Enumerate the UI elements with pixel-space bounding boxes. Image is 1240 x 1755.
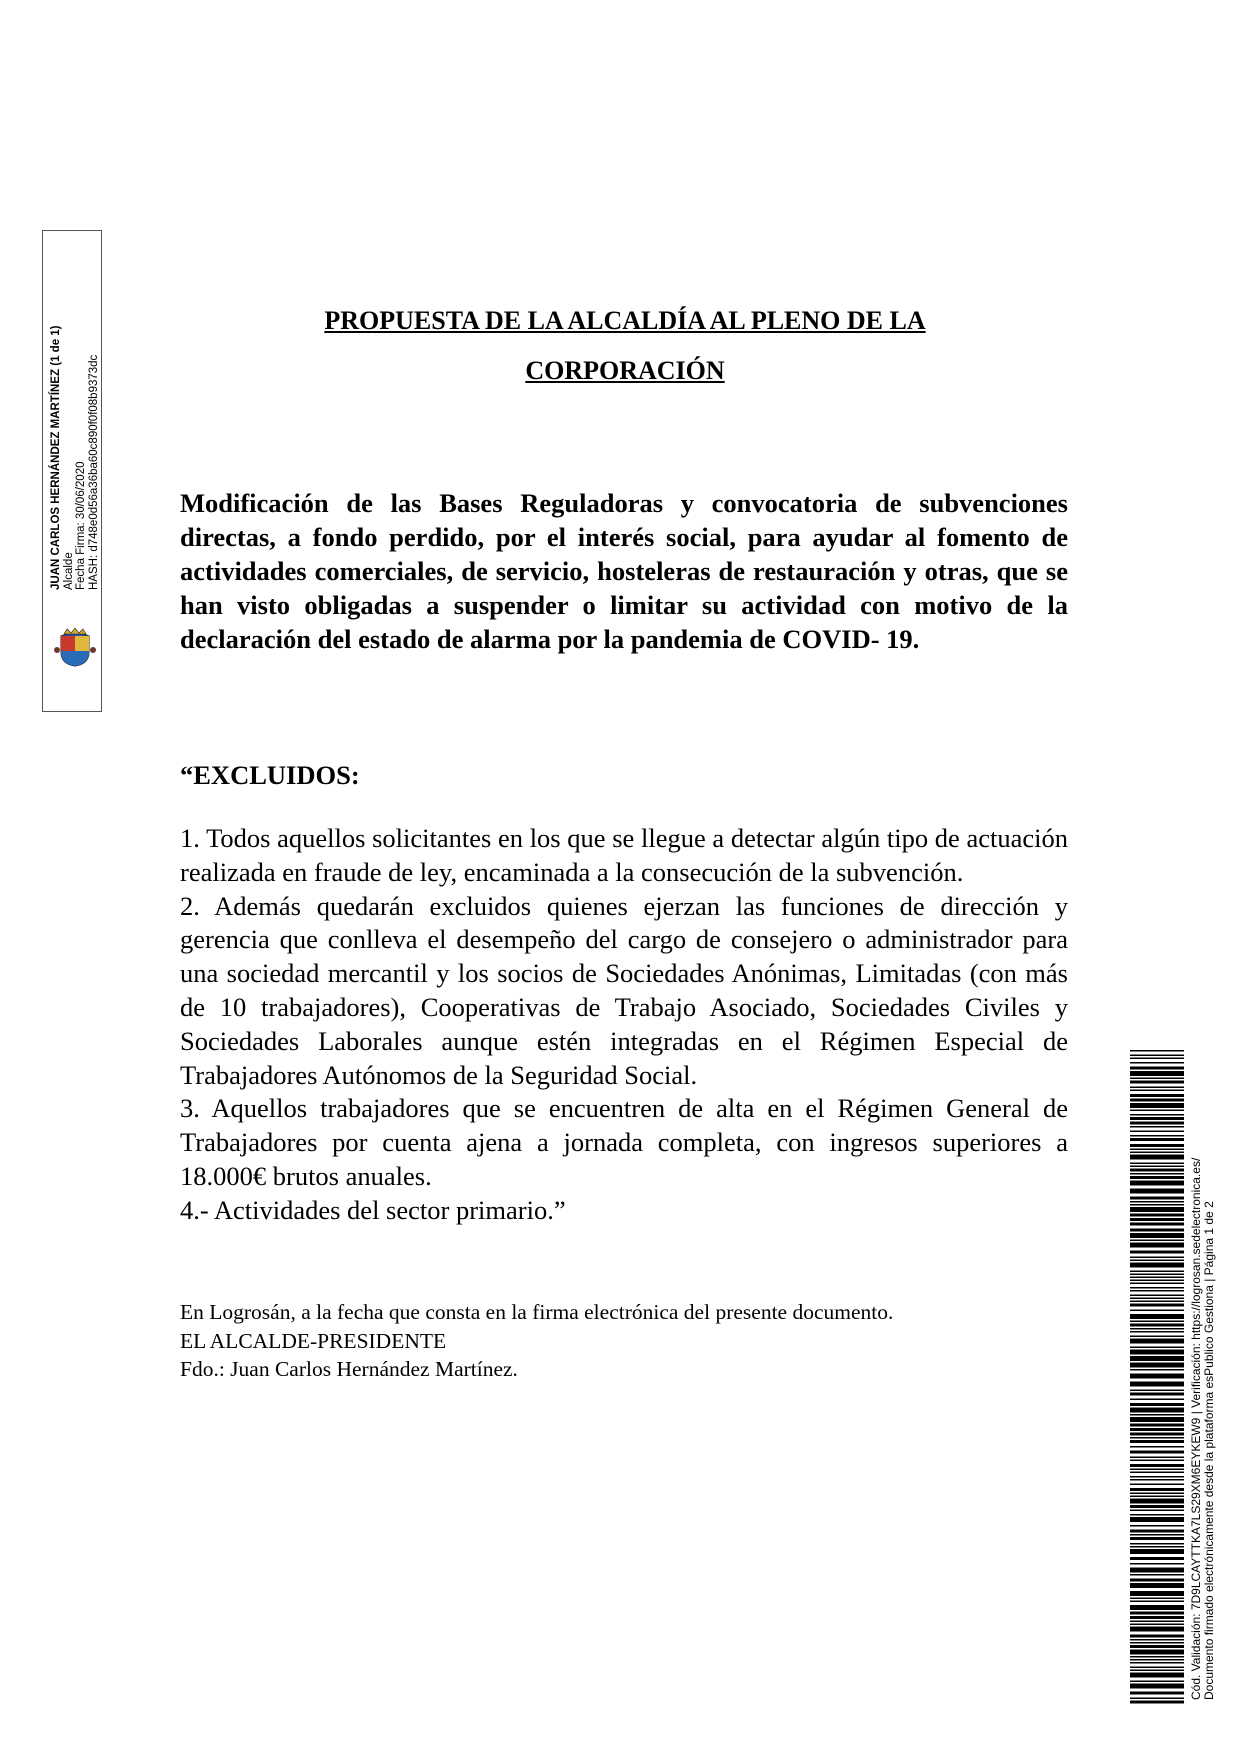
barcode-bar: [1130, 1103, 1184, 1108]
barcode-bar: [1130, 1274, 1184, 1276]
signer-name: JUAN CARLOS HERNÁNDEZ MARTÍNEZ (1 de 1): [50, 325, 62, 590]
barcode-bar: [1130, 1058, 1184, 1060]
barcode-bar: [1130, 1457, 1184, 1459]
barcode-bar: [1130, 1131, 1184, 1133]
barcode-bar: [1130, 1356, 1184, 1361]
signer-role: Alcalde: [62, 552, 75, 590]
barcode-bar: [1130, 1598, 1184, 1600]
barcode-bar: [1130, 1181, 1184, 1186]
barcode-bar: [1130, 1240, 1184, 1242]
barcode-bar: [1130, 1670, 1184, 1672]
barcode-bar: [1130, 1496, 1184, 1498]
barcode-bar: [1130, 1684, 1184, 1689]
barcode-bar: [1130, 1601, 1184, 1603]
barcode-bar: [1130, 1510, 1184, 1512]
barcode-bar: [1130, 1163, 1184, 1165]
barcode-bar: [1130, 1314, 1184, 1319]
barcode-bar: [1130, 1152, 1184, 1154]
verification-platform: Documento firmado electrónicamente desde la plataforma esPublico Gestiona | Página 1 de 2: [1202, 1201, 1216, 1700]
municipal-seal-icon: [52, 628, 98, 668]
title-line-2: CORPORACIÓN: [525, 356, 725, 385]
barcode-bar: [1130, 1155, 1184, 1160]
barcode-bar: [1130, 1094, 1184, 1097]
title-line-1: PROPUESTA DE LA ALCALDÍA AL PLENO DE LA: [324, 306, 926, 335]
barcode-bar: [1130, 1493, 1184, 1495]
barcode-icon: [1130, 1050, 1184, 1705]
barcode-bar: [1130, 1347, 1184, 1349]
barcode-bar: [1130, 1525, 1184, 1527]
verification-block: [1190, 1060, 1216, 1700]
barcode-bar: [1130, 1557, 1184, 1560]
barcode-bar: [1130, 1251, 1184, 1254]
barcode-bar: [1130, 1321, 1184, 1323]
barcode-bar: [1130, 1062, 1184, 1064]
barcode-bar: [1130, 1424, 1184, 1427]
barcode-bar: [1130, 1469, 1184, 1471]
barcode-bar: [1130, 1207, 1184, 1212]
barcode-bar: [1130, 1440, 1184, 1443]
barcode-bar: [1130, 1350, 1184, 1355]
barcode-bar: [1130, 1612, 1184, 1615]
barcode-bar: [1130, 1099, 1184, 1102]
closing-block: [180, 1298, 1080, 1384]
barcode-bar: [1130, 1403, 1184, 1406]
verification-code: Cód. Validación: 7D9LCAYTTKA7LS29XM6EYKEW9 | Verificación: https://logrosan.sedelectronica.es/: [1189, 1157, 1203, 1700]
barcode-bar: [1130, 1260, 1184, 1262]
barcode-bar: [1130, 1476, 1184, 1478]
barcode-bar: [1130, 1071, 1184, 1076]
barcode-bar: [1130, 1336, 1184, 1338]
barcode-bar: [1130, 1701, 1184, 1704]
barcode-bar: [1130, 1298, 1184, 1300]
barcode-bar: [1130, 1233, 1184, 1238]
barcode-bar: [1130, 1114, 1184, 1116]
barcode-bar: [1130, 1574, 1184, 1576]
barcode-bar: [1130, 1534, 1184, 1536]
list-item: 1. Todos aquellos solicitantes en los que se llegue a detectar algún tipo de actuación realizada en fraude de ley, encaminada a la consecución de la subvención.: [180, 823, 1068, 887]
barcode-bar: [1130, 1055, 1184, 1057]
barcode-bar: [1130, 1417, 1184, 1422]
barcode-bar: [1130, 1328, 1184, 1330]
barcode-bar: [1130, 1659, 1184, 1661]
barcode-bar: [1130, 1339, 1184, 1344]
barcode-bar: [1130, 1263, 1184, 1268]
barcode-bar: [1130, 1144, 1184, 1147]
barcode-bar: [1130, 1374, 1184, 1379]
signer-office: EL ALCALDE-PRESIDENTE: [180, 1328, 447, 1353]
barcode-bar: [1130, 1393, 1184, 1396]
barcode-bar: [1130, 1223, 1184, 1226]
barcode-bar: [1130, 1579, 1184, 1582]
barcode-bar: [1130, 1451, 1184, 1454]
list-item: 4.- Actividades del sector primario.”: [180, 1194, 566, 1225]
barcode-bar: [1130, 1639, 1184, 1641]
barcode-bar: [1130, 1698, 1184, 1700]
barcode-bar: [1130, 1310, 1184, 1312]
barcode-bar: [1130, 1067, 1184, 1070]
barcode-bar: [1130, 1271, 1184, 1273]
barcode-bar: [1130, 1218, 1184, 1221]
barcode-bar: [1130, 1408, 1184, 1413]
barcode-bar: [1130, 1369, 1184, 1371]
barcode-bar: [1130, 1290, 1184, 1292]
barcode-bar: [1130, 1530, 1184, 1533]
barcode-bar: [1130, 1301, 1184, 1303]
barcode-bar: [1130, 1090, 1184, 1092]
barcode-bar: [1130, 1673, 1184, 1678]
barcode-bar: [1130, 1549, 1184, 1554]
barcode-bar: [1130, 1189, 1184, 1194]
barcode-bar: [1130, 1197, 1184, 1200]
barcode-bar: [1130, 1627, 1184, 1632]
barcode-bar: [1130, 1642, 1184, 1644]
barcode-bar: [1130, 1173, 1184, 1175]
barcode-bar: [1130, 1479, 1184, 1481]
barcode-bar: [1130, 1517, 1184, 1522]
list-item: 2. Además quedarán excluidos quienes ejerzan las funciones de dirección y gerencia que conlleva el desempeño del cargo de consejero o administrador para una sociedad mercantil y los socios de Sociedades Anónimas, Limitadas (con más de 10 trabajadores), Cooperativas de Trabajo Asociado, Sociedades Civiles y Sociedades Laborales aunque estén integradas en el Régimen Especial de Trabajadores Autónomos de la Seguridad Social.: [180, 890, 1068, 1090]
barcode-bar: [1130, 1204, 1184, 1206]
barcode-bar: [1130, 1514, 1184, 1516]
barcode-bar: [1130, 1446, 1184, 1448]
signed-by: Fdo.: Juan Carlos Hernández Martínez.: [180, 1357, 518, 1381]
barcode-bar: [1130, 1324, 1184, 1327]
document-subject: Modificación de las Bases Reguladoras y convocatoria de subvenciones directas, a fondo perdido, por el interés social, para ayudar al fomento de actividades comerciales, de servicio, hosteleras de restauración y otras, que se han visto obligadas a suspender o limitar su actividad con motivo de la declaración del estado de alarma por la pandemia de COVID- 19.: [180, 488, 1068, 654]
barcode-bar: [1130, 1437, 1184, 1439]
barcode-bar: [1130, 1122, 1184, 1125]
excluded-heading: “EXCLUIDOS:: [180, 760, 360, 790]
list-item: 3. Aquellos trabajadores que se encuentren de alta en el Régimen General de Trabajadores por cuenta ajena a jornada completa, con ingresos superiores a 18.000€ brutos anuales.: [180, 1093, 1068, 1191]
barcode-bar: [1130, 1283, 1184, 1285]
barcode-bar: [1130, 1214, 1184, 1217]
barcode-bar: [1130, 1681, 1184, 1683]
document-title: [180, 296, 1070, 396]
barcode-bar: [1130, 1149, 1184, 1151]
barcode-bar: [1130, 1117, 1184, 1120]
barcode-bar: [1130, 1460, 1184, 1462]
barcode-bar: [1130, 1692, 1184, 1695]
barcode-bar: [1130, 1505, 1184, 1508]
barcode-bar: [1130, 1433, 1184, 1436]
barcode-bar: [1130, 1078, 1184, 1080]
barcode-bar: [1130, 1363, 1184, 1368]
barcode-bar: [1130, 1605, 1184, 1610]
barcode-bar: [1130, 1662, 1184, 1664]
barcode-bar: [1130, 1304, 1184, 1307]
barcode-bar: [1130, 1280, 1184, 1282]
barcode-bar: [1130, 1126, 1184, 1128]
barcode-bar: [1130, 1331, 1184, 1333]
barcode-bar: [1130, 1176, 1184, 1179]
barcode-bar: [1130, 1050, 1184, 1052]
barcode-bar: [1130, 1201, 1184, 1203]
barcode-bar: [1130, 1464, 1184, 1467]
barcode-bar: [1130, 1166, 1184, 1168]
barcode-bar: [1130, 1650, 1184, 1655]
barcode-bar: [1130, 1484, 1184, 1486]
barcode-bar: [1130, 1543, 1184, 1545]
barcode-bar: [1130, 1488, 1184, 1491]
barcode-bar: [1130, 1472, 1184, 1474]
barcode-bar: [1130, 1635, 1184, 1638]
signature-hash: HASH: d748e0d56a36ba60c890f0f08b9373dc: [87, 354, 100, 590]
barcode-bar: [1130, 1591, 1184, 1596]
barcode-bar: [1130, 1428, 1184, 1431]
barcode-bar: [1130, 1616, 1184, 1619]
barcode-bar: [1130, 1087, 1184, 1089]
signature-date: Fecha Firma: 30/06/2020: [75, 461, 87, 590]
barcode-bar: [1130, 1583, 1184, 1588]
barcode-bar: [1130, 1621, 1184, 1623]
barcode-bar: [1130, 1081, 1184, 1084]
barcode-bar: [1130, 1499, 1184, 1504]
barcode-bar: [1130, 1138, 1184, 1141]
place-date: En Logrosán, a la fecha que consta en la firma electrónica del presente documento.: [180, 1300, 894, 1324]
barcode-bar: [1130, 1295, 1184, 1297]
barcode-bar: [1130, 1382, 1184, 1387]
barcode-bar: [1130, 1546, 1184, 1548]
barcode-bar: [1130, 1563, 1184, 1565]
barcode-bar: [1130, 1229, 1184, 1232]
barcode-bar: [1130, 1110, 1184, 1112]
barcode-bar: [1130, 1414, 1184, 1416]
barcode-bar: [1130, 1624, 1184, 1626]
excluded-list: [180, 822, 1068, 1228]
barcode-bar: [1130, 1537, 1184, 1540]
barcode-bar: [1130, 1257, 1184, 1259]
signature-block: [50, 300, 110, 590]
barcode-bar: [1130, 1243, 1184, 1248]
barcode-bar: [1130, 1169, 1184, 1172]
barcode-bar: [1130, 1667, 1184, 1669]
barcode-bar: [1130, 1135, 1184, 1137]
barcode-bar: [1130, 1390, 1184, 1392]
barcode-bar: [1130, 1277, 1184, 1279]
barcode-bar: [1130, 1645, 1184, 1648]
barcode-bar: [1130, 1568, 1184, 1573]
barcode-bar: [1130, 1287, 1184, 1289]
barcode-bar: [1130, 1656, 1184, 1658]
barcode-bar: [1130, 1399, 1184, 1401]
